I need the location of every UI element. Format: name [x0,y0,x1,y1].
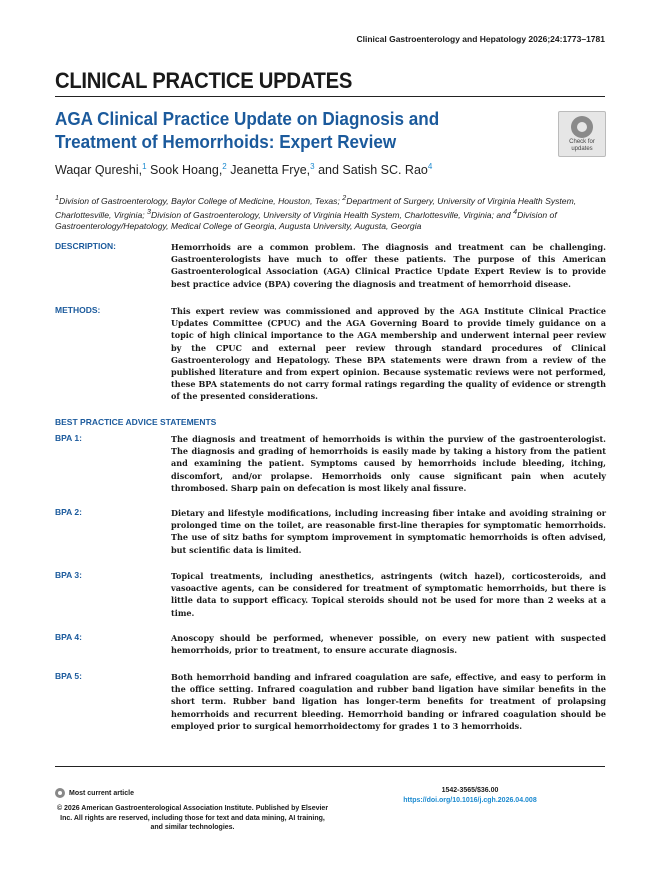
doi-link[interactable]: https://doi.org/10.1016/j.cgh.2026.04.008 [403,796,537,804]
most-current-label: Most current article [69,789,134,797]
description-label: DESCRIPTION: [55,241,116,251]
author-affil-link[interactable]: 4 [427,162,433,171]
bpa-label: BPA 2: [55,507,82,517]
author-name: Sook Hoang, [150,163,223,178]
crossmark-icon [55,788,65,798]
affiliations: $^1$Division of Gastroenterology, Baylor College of Medicine, Houston, Texas; $^2$Department of Surgery, University of Virginia Health System, Charlottesville, Virginia; $^3$Division of Gastroenterology, University of Virginia Health System, Charlottesville, Virginia; and $^4$Division of Gastroenterology/Hepatology, Medical College of Georgia, Augusta University, Augusta, Georgia [55,194,577,231]
author-name: Waqar Qureshi, [55,163,143,178]
author-name: and Satish SC. Rao [318,163,428,178]
bpa-heading: BEST PRACTICE ADVICE STATEMENTS [55,417,217,427]
author-name: Jeanetta Frye, [230,163,311,178]
description-text: Hemorrhoids are a common problem. The diagnosis and treatment can be challenging. Gastroenterologists have much to offer these patients. The purpose of this American Gastroenterological Association (AGA) Clinical Practice Update Expert Review is to provide best practice advice (BPA) covering the diagnosis and treatment of hemorrhoid disease. [171,242,606,289]
bpa-label: BPA 3: [55,570,82,580]
author-affil-link[interactable]: 3 [310,162,315,171]
bpa-label: BPA 1: [55,433,82,443]
journal-citation: Clinical Gastroenterology and Hepatology 2026;24:1773–1781 [356,34,605,44]
bpa-label: BPA 5: [55,671,82,681]
section-title: CLINICAL PRACTICE UPDATES [55,68,353,93]
bpa-text: Topical treatments, including anesthetics, astringents (witch hazel), corticosteroids, and vasoactive agents, can be considered for treatment of symptomatic hemorrhoids, but there is little data to support efficacy. Topical steroids should not be used for more than 2 weeks at a time. [171,571,606,618]
methods-label: METHODS: [55,305,101,315]
author-affil-link[interactable]: 1 [142,162,147,171]
check-updates-label: Check for updates [569,139,595,152]
bpa-text: Anoscopy should be performed, whenever possible, on every new patient with suspected hemorrhoids, prior to treatment, to ensure accurate diagnosis. [171,633,606,656]
footer-divider [55,766,605,767]
article-title: AGA Clinical Practice Update on Diagnosis and Treatment of Hemorrhoids: Expert Review [55,109,440,152]
bpa-text: Dietary and lifestyle modifications, including increasing fiber intake and avoiding straining or prolonged time on the toilet, are reasonable first-line therapies for symptomatic hemorrhoids. The use of sitz baths for symptom improvement in symptomatic hemorrhoids is often advised, but scientific data is limited. [171,508,606,555]
check-updates-icon [571,116,593,138]
author-affil-link[interactable]: 2 [222,162,227,171]
bpa-text: The diagnosis and treatment of hemorrhoids is within the purview of the gastroenterologist. The diagnosis and grading of hemorrhoids is easily made by taking a history from the patient and examining the patient. Symptoms caused by hemorrhoids include bleeding, itching, discomfort, and/or prolapse. Hemorrhoids only cause significant pain when acutely thrombosed. Sharp pain on defecation is most likely anal fissure. [171,434,606,493]
check-for-updates-button[interactable] [558,111,606,157]
issn-price: 1542-3565/$36.00 [441,787,499,794]
author-list [55,162,432,177]
issn-block [395,786,545,805]
bpa-label: BPA 4: [55,632,82,642]
bpa-text: Both hemorrhoid banding and infrared coagulation are safe, effective, and easy to perform in the office setting. Infrared coagulation and rubber band ligation have similar benefits in the short term. Rubber band ligation has longer-term benefits for treatment of prolapsing hemorrhoids and recurrent bleeding. Hemorrhoid banding or infrared coagulation should be employed prior to surgical hemorrhoidectomy for grades 1 to 3 hemorrhoids. [171,672,606,731]
copyright-notice: © 2026 American Gastroenterological Association Institute. Published by Elsevier Inc. All rights are reserved, including those for text and data mining, AI training, and similar technologies. [56,805,329,831]
methods-text: This expert review was commissioned and approved by the AGA Institute Clinical Practice Updates Committee (CPUC) and the AGA Governing Board to provide timely guidance on a topic of high clinical importance to the AGA membership and underwent internal peer review by the CPUC and external peer review through standard procedures of Clinical Gastroenterology and Hepatology. These BPA statements were drawn from a review of the published literature and from expert opinion. Because systematic reviews were not performed, these BPA statements do not carry formal ratings regarding the quality of evidence or strength of the presented considerations. [171,306,606,402]
section-divider [55,96,605,97]
most-current-article[interactable] [55,788,134,798]
